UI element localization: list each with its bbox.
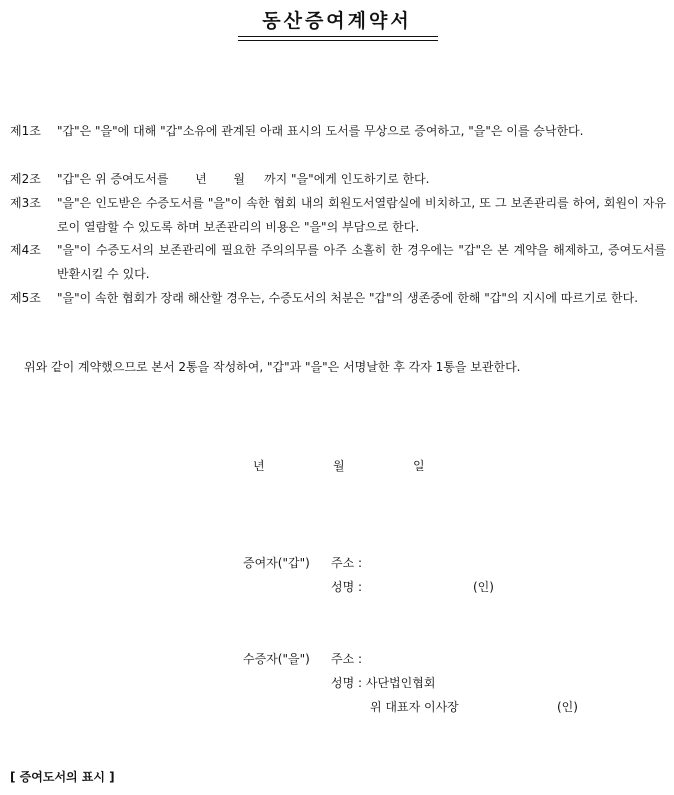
- article-number: 제1조: [10, 124, 41, 138]
- date-year: 년: [253, 459, 265, 473]
- article-4: [10, 238, 666, 286]
- article-text: "을"이 수증도서의 보존관리에 필요한 주의의무를 아주 소홀히 한 경우에는 "갑"은 본 계약을 해제하고, 증여도서를 반환시킬 수 있다.: [57, 243, 666, 281]
- article-number: 제4조: [10, 243, 41, 257]
- donee-representative: 위 대표자 이사장: [370, 700, 459, 714]
- article-number: 제3조: [10, 196, 41, 210]
- donor-name-label: 성명 :: [331, 580, 363, 594]
- donee-seal: (인): [557, 700, 578, 714]
- donor-role: 증여자("갑"): [243, 556, 310, 570]
- donee-role: 수증자("을"): [243, 652, 310, 666]
- article-5: [10, 286, 666, 310]
- article-text: "을"이 속한 협회가 장래 해산할 경우는, 수증도서의 처분은 "갑"의 생존중에 한해 "갑"의 지시에 따르기로 한다.: [57, 291, 639, 305]
- article-text: "갑"은 위 증여도서를 년 월 까지 "을"에게 인도하기로 한다.: [57, 172, 430, 186]
- donor-address-label: 주소 :: [331, 556, 363, 570]
- article-1: [10, 119, 666, 143]
- article-text: "을"은 인도받은 수증도서를 "을"이 속한 협회 내의 회원도서열람실에 비치하고, 또 그 보존관리를 하여, 회원이 자유로이 열람할 수 있도록 하며 보존관리의 비용은 "을"의 부담으로 한다.: [57, 196, 666, 234]
- article-2: [10, 167, 666, 191]
- article-number: 제5조: [10, 291, 41, 305]
- title-underline: [238, 36, 438, 41]
- donor-seal: (인): [473, 580, 494, 594]
- date-month: 월: [333, 459, 345, 473]
- date-day: 일: [413, 459, 425, 473]
- donee-address-label: 주소 :: [331, 652, 363, 666]
- closing-statement: 위와 같이 계약했으므로 본서 2통을 작성하여, "갑"과 "을"은 서명날한 후 각자 1통을 보관한다.: [24, 360, 521, 374]
- article-text: "갑"은 "을"에 대해 "갑"소유에 관계된 아래 표시의 도서를 무상으로 증여하고, "을"은 이를 승낙한다.: [57, 124, 584, 138]
- document-title: 동산증여계약서: [262, 10, 412, 32]
- items-heading: [ 증여도서의 표시 ]: [10, 770, 115, 784]
- donee-name-label: 성명 : 사단법인협회: [331, 676, 436, 690]
- article-number: 제2조: [10, 172, 41, 186]
- article-3: [10, 191, 666, 239]
